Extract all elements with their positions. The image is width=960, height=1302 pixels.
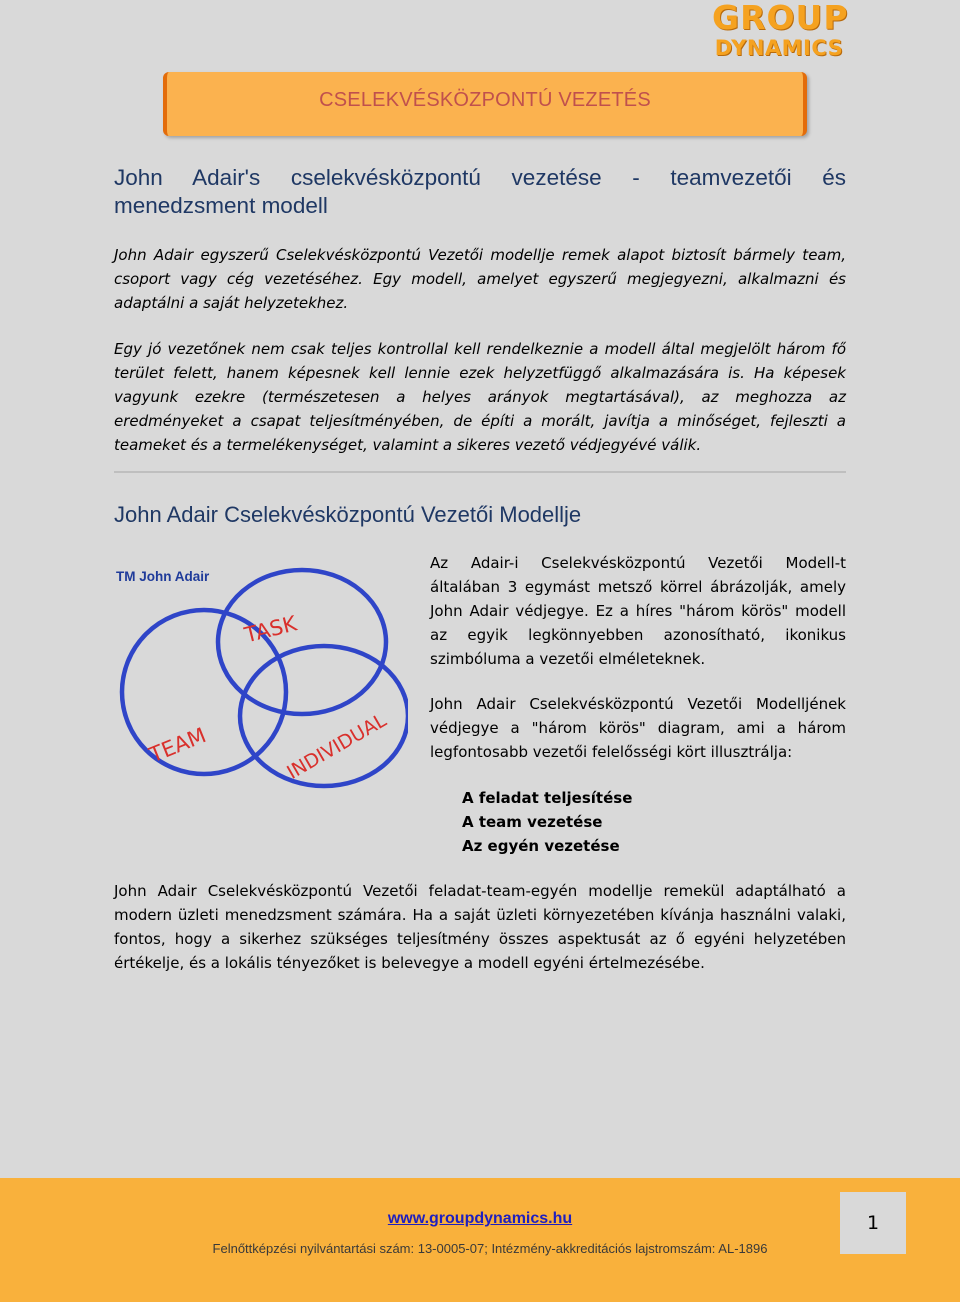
intro-paragraph: John Adair egyszerű Cselekvésközpontú Vezetői modellje remek alapot biztosít bármely team, csoport vagy cég vezetéséhez. Egy modell, amelyet egyszerű megjegyezni, alkalmazni és adaptálni a saját helyzetekhez. <box>114 246 846 312</box>
model-description: Az Adair-i Cselekvésközpontú Vezetői Modell-t általában 3 egymást metsző körrel ábrázolják, amely John Adair védjegye. Ez a híres "három körös" modell az egyik legkönnyebben azonosítható, ikonikus szimbóluma a vezetői elméleteknek. <box>430 554 846 668</box>
logo-line2: DYNAMICS <box>714 36 844 60</box>
leader-paragraph: Egy jó vezetőnek nem csak teljes kontrollal kell rendelkeznie a modell által megjelölt három fő terület felett, hanem képesnek kell lennie ezek helyzetfüggő alkalmazására is. Ha képesek vagyunk ezekre (természetesen a helyes arányok megtartásával), az meghozza az eredményeket a csapat teljesítményében, de építi a morált, javítja a minőséget, fejleszti a teameket és a termelékenységet, valamint a sikeres vezető védjegyévé válik. <box>114 340 846 454</box>
tm-label: TM John Adair <box>116 569 210 584</box>
individual-label: INDIVIDUAL <box>283 709 391 784</box>
three-circles-svg <box>112 556 408 792</box>
website-link[interactable]: www.groupdynamics.hu <box>387 1210 573 1227</box>
page-footer <box>0 1178 960 1302</box>
list-item: Az egyén vezetése <box>462 837 620 855</box>
three-circles-diagram <box>112 556 408 792</box>
main-heading: John Adair's cselekvésközpontú vezetése - teamvezetői és menedzsment modell <box>114 165 846 218</box>
list-item: A team vezetése <box>462 813 603 831</box>
company-logo <box>712 0 849 66</box>
section-heading: John Adair Cselekvésközpontú Vezetői Modellje <box>114 502 582 527</box>
list-item: A feladat teljesítése <box>462 789 633 807</box>
registration-info: Felnőttképzési nyilvántartási szám: 13-0005-07; Intézmény-akkreditációs lajstromszám: AL-1896 <box>212 1241 768 1256</box>
task-label: TASK <box>242 611 300 648</box>
title-banner <box>163 72 807 136</box>
team-label: TEAM <box>146 723 210 768</box>
banner-title: CSELEKVÉSKÖZPONTÚ VEZETÉS <box>319 89 651 111</box>
page-number: 1 <box>840 1192 906 1254</box>
section-divider <box>114 471 846 473</box>
responsibility-list <box>462 786 632 858</box>
trademark-description: John Adair Cselekvésközpontú Vezetői Modelljének védjegye a "három körös" diagram, ami a három legfontosabb vezetői felelősségi kört illusztrálja: <box>430 695 846 761</box>
closing-paragraph: John Adair Cselekvésközpontú Vezetői feladat-team-egyén modellje remekül adaptálható a modern üzleti menedzsment számára. Ha a saját üzleti környezetében kívánja használni valaki, fontos, hogy a sikerhez szükséges teljesítmény összes aspektusát az ő egyéni helyzetében értékelje, és a lokális tényezőket is belevegye a modell egyéni értelmezésébe. <box>114 882 846 972</box>
logo-line1: GROUP <box>712 0 849 37</box>
